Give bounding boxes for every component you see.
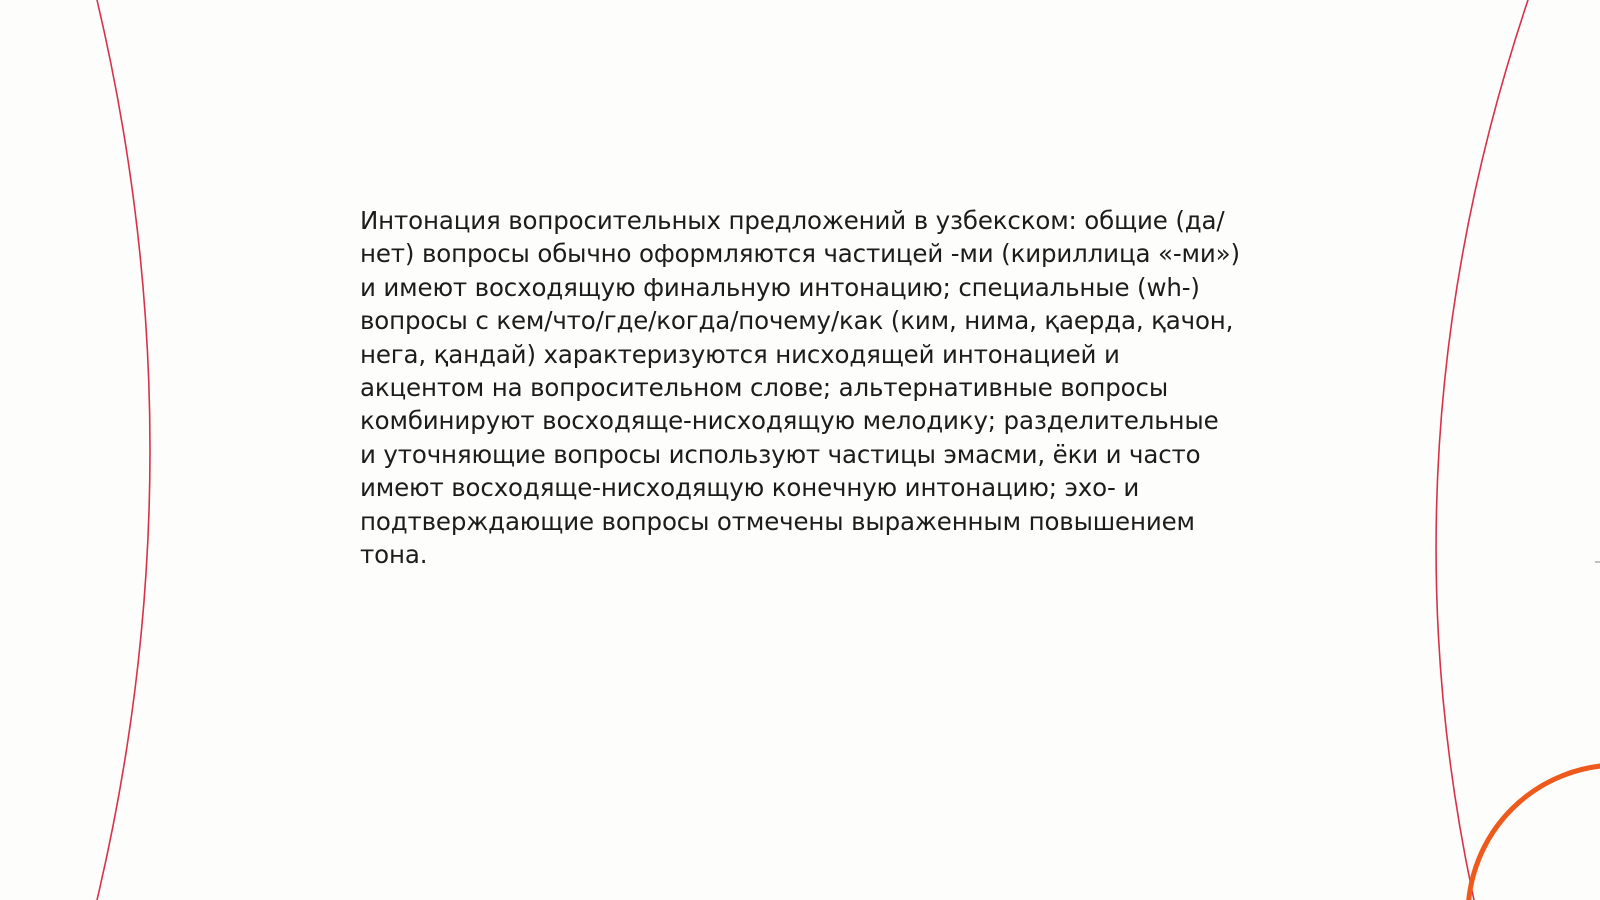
- right-curve: [1436, 0, 1528, 900]
- left-curve: [97, 0, 150, 900]
- orange-ring: [1468, 765, 1600, 900]
- slide-body-text: Интонация вопросительных предложений в узбекском: общие (да/нет) вопросы обычно оформляются частицей -ми (кириллица «-ми») и имеют восходящую финальную интонацию; специальные (wh-) вопросы с кем/что/где/когда/почему/как (ким, нима, қаерда, қачон, нега, қандай) характеризуются нисходящей интонацией и акцентом на вопросительном слове; альтернативные вопросы комбинируют восходяще-нисходящую мелодику; разделительные и уточняющие вопросы используют частицы эмасми, ёки и часто имеют восходяще-нисходящую конечную интонацию; эхо- и подтверждающие вопросы отмечены выраженным повышением тона.: [360, 206, 1240, 570]
